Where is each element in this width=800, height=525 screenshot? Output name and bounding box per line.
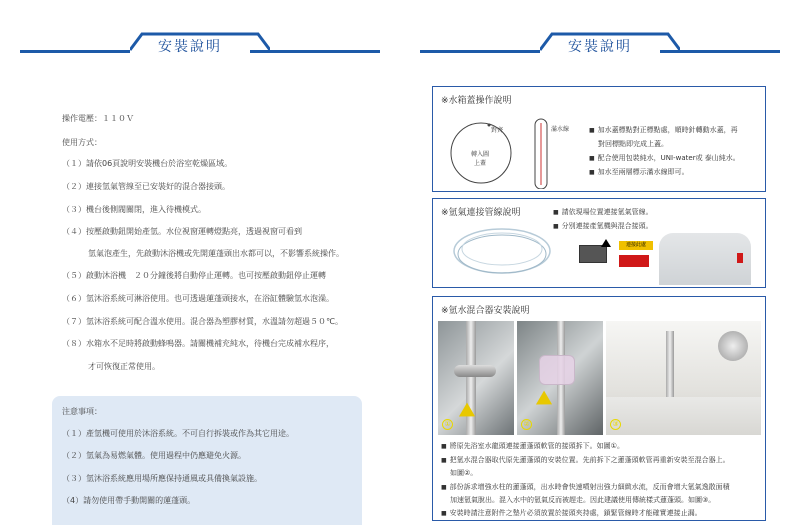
- mixer-bullet-4: ■ 安裝時請注意附件之墊片必須放置於接頭夾持處，鎖緊管線時才能確實連接止漏。: [441, 508, 702, 518]
- tube-bullet-1: ■ 請依現場位置連接氫氣管線。: [553, 207, 653, 217]
- connect-tag: 連接此處: [619, 241, 653, 250]
- step-5: （５）啟動沐浴機 ２０分鐘後將自動停止運轉。也可按壓啟動鈕停止運轉: [62, 271, 326, 280]
- cap-bullet-3: ■ 加水至兩層標示滿水線即可。: [589, 167, 689, 177]
- mixer-bullet-3-cont: 加速氫氣脫出。混入水中的氫氣反而被趕走。因此建議使用傳統樣式蓮蓬頭。如圖③。: [450, 496, 716, 504]
- step-8: （８）水箱水不足時將啟動蜂鳴器。請關機補充純水，待機台完成補水程序，: [62, 339, 334, 348]
- header-right: [420, 30, 780, 70]
- mixer-bullet-3: ■ 部份訴求增強水柱的蓮蓬頭，出水時會快速噴射出強力細緻水流，反而會增大氫氣逸散面積: [441, 482, 730, 492]
- connector-closeup: [579, 245, 607, 263]
- step-2: （２）連接氫氣管線至已安裝好的混合器接頭。: [62, 182, 230, 191]
- step-8-cont: 才可恢復正常使用。: [88, 362, 160, 371]
- cap-bullet-2: ■ 配合使用包裝純水，UNI-water或 泰山純水。: [589, 153, 740, 163]
- photo-3: [606, 321, 761, 435]
- arrow-icon: [532, 391, 552, 412]
- note-1: （１）產氫機可使用於沐浴系統。不可自行拆裝或作為其它用途。: [62, 429, 294, 438]
- connector-callout: [619, 255, 649, 267]
- note-3: （３）氫沐浴系統應用場所應保持通風或具備換氣設施。: [62, 474, 262, 483]
- photo-1: [438, 321, 514, 435]
- cap-label: 轉入圖 上蓋: [470, 151, 489, 167]
- badge-2: ②: [521, 419, 532, 430]
- badge-3: ③: [610, 419, 621, 430]
- note-4: （4）請勿使用帶手動開關的蓮蓬頭。: [62, 496, 196, 505]
- notes-panel: [52, 396, 362, 525]
- hydrogen-tube-section: [432, 198, 766, 288]
- step-4-cont: 氫氣泡產生，先啟動沐浴機或先開蓮蓬頭出水都可以，不影響系統操作。: [88, 249, 344, 258]
- align-label: 對齊: [491, 127, 504, 134]
- arrow-up-icon: [601, 239, 611, 247]
- mixer-bullet-2: ■ 把氫水混合器取代原先蓮蓬頭的安裝位置。先前拆下之蓮蓬頭軟管再重新安裝至混合器上。: [441, 455, 730, 465]
- notes-title: 注意事項：: [62, 407, 102, 416]
- page-title: 安裝說明: [568, 39, 632, 55]
- tube-bullet-2: ■ 分別連接產氫機與混合接頭。: [553, 221, 653, 231]
- tank-cap-section: [432, 86, 766, 192]
- page-title: 安裝說明: [158, 39, 222, 55]
- header-left: [20, 30, 380, 70]
- water-line-label: 滿水線: [551, 126, 570, 133]
- badge-1: ①: [442, 419, 453, 430]
- step-6: （６）氫沐浴系統可淋浴使用。也可透過蓮蓬頭接水，在浴缸體驗氫水泡澡。: [62, 294, 334, 303]
- step-7: （７）氫沐浴系統可配合溫水使用。混合器為塑膠材質，水溫請勿超過５０℃。: [62, 317, 343, 326]
- alarm-light-icon: [737, 253, 743, 263]
- usage-label: 使用方式：: [62, 138, 102, 147]
- mixer-bullet-2-cont: 如圖②。: [450, 469, 478, 477]
- mixer-install-section: [432, 296, 766, 521]
- note-2: （２）氫氣為易燃氣體。使用過程中仍應避免火源。: [62, 451, 246, 460]
- section-title: ※氫氣連接管線說明: [441, 208, 521, 218]
- cap-bullet-1: ■ 加水蓋標點對正標點處，順時針轉動水蓋，再: [589, 125, 738, 135]
- step-3: （３）機台後側閥關閉，進入待機模式。: [62, 205, 206, 214]
- tube-coil-icon: [447, 221, 557, 285]
- voltage-text: 操作電壓：１１０Ｖ: [62, 114, 134, 123]
- step-4: （４）按壓啟動鈕開始產氫。水位視窗運轉燈點亮，透過視窗可看到: [62, 227, 302, 236]
- section-title: ※水箱蓋操作說明: [441, 96, 512, 106]
- mixer-bullet-1: ■ 將原先浴室水龍頭連接蓮蓬頭軟管的接頭拆下。如圖①。: [441, 441, 624, 451]
- step-1: （１）請依06頁說明安裝機台於浴室乾燥區域。: [62, 159, 233, 168]
- section-title: ※氫水混合器安裝說明: [441, 306, 530, 316]
- cap-bullet-1-cont: 對回標點即完成上蓋。: [598, 140, 668, 148]
- photo-2: [517, 321, 603, 435]
